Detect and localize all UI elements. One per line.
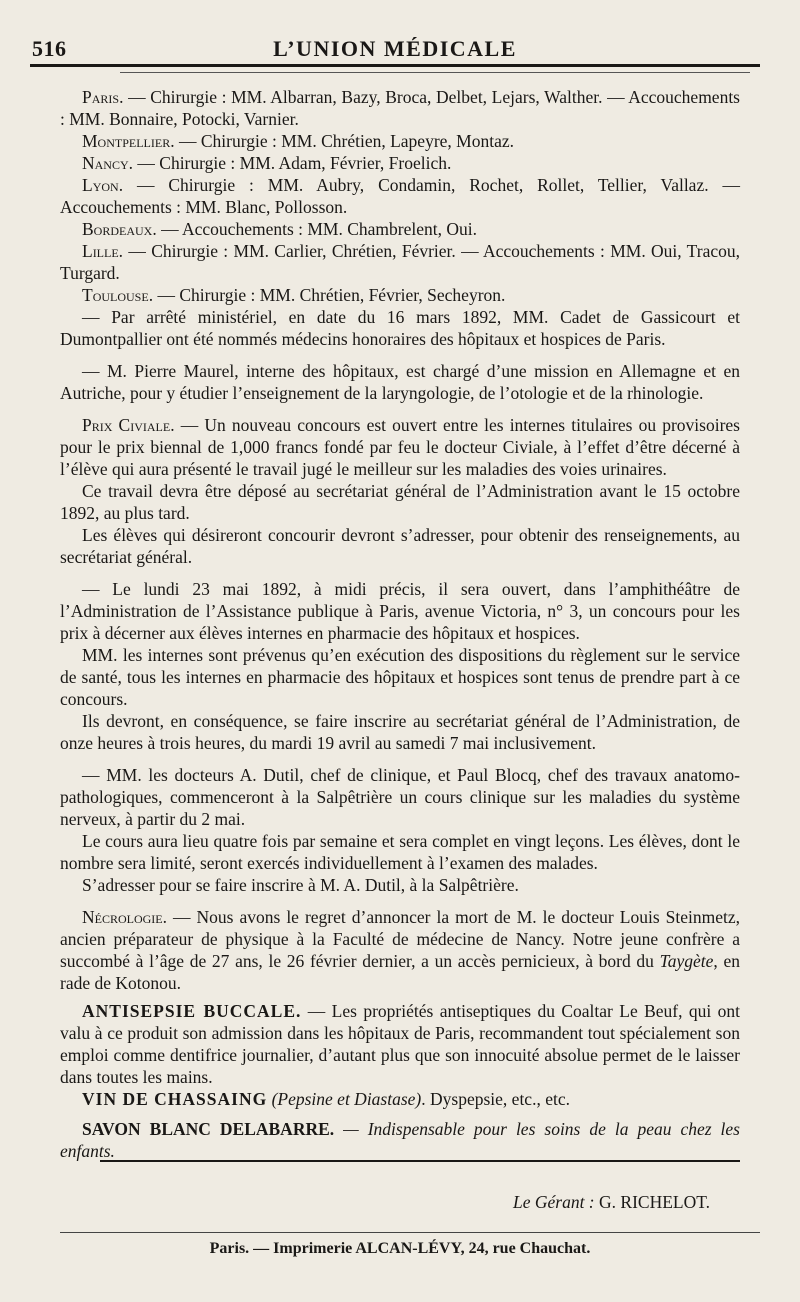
- paragraph-lille: Lille. — Chirurgie : MM. Carlier, Chrétien, Février. — Accouchements : MM. Oui, Tracou, Turgard.: [60, 241, 740, 283]
- paragraph-bordeaux: Bordeaux. — Accouchements : MM. Chambrelent, Oui.: [82, 219, 478, 239]
- paragraph-toulouse: Toulouse. — Chirurgie : MM. Chrétien, Février, Secheyron.: [82, 285, 506, 305]
- paragraph-prix-civiale: Prix Civiale. — Un nouveau concours est ouvert entre les internes titulaires ou provisoires pour le prix biennal de 1,000 francs fondé par feu le docteur Civiale, à l’effet d’être décerné à l’élève qui aura présenté le travail jugé le meilleur sur les maladies des voies urinaires.: [60, 415, 740, 479]
- advert-antisepsie-buccale: ANTISEPSIE BUCCALE. — Les propriétés antiseptiques du Coaltar Le Beuf, qui ont valu à ce produit son admission dans les hôpitaux de Paris, recommandent tout spécialement son emploi comme dentifrice journalier, d’autant plus que son innocuité absolue permet de le laisser dans toutes les mains.: [60, 1001, 740, 1087]
- paragraph-maurel: — M. Pierre Maurel, interne des hôpitaux, est chargé d’une mission en Allemagne et en Autriche, pour y étudier l’enseignement de la laryngologie, de l’otologie et de la rhinologie.: [60, 361, 740, 403]
- paragraph-dutil-course: Le cours aura lieu quatre fois par semaine et sera complet en vingt leçons. Les élèves, dont le nombre sera limité, seront exercés individuellement à l’examen des malades.: [60, 831, 740, 873]
- footer-rule: [100, 1160, 740, 1162]
- paragraph-paris: Paris. — Chirurgie : MM. Albarran, Bazy, Broca, Delbet, Lejars, Walther. — Accouchements : MM. Bonnaire, Potocki, Varnier.: [60, 87, 740, 129]
- paragraph-montpellier: Montpellier. — Chirurgie : MM. Chrétien, Lapeyre, Montaz.: [82, 131, 514, 151]
- paragraph-concours-register: Ils devront, en conséquence, se faire inscrire au secrétariat général de l’Administration, de onze heures à trois heures, du mardi 19 avril au samedi 7 mai inclusivement.: [60, 711, 740, 753]
- paragraph-concours: — Le lundi 23 mai 1892, à midi précis, il sera ouvert, dans l’amphithéâtre de l’Administration de l’Assistance publique à Paris, avenue Victoria, n° 3, un concours pour les prix à décerner aux élèves internes en pharmacie des hôpitaux et hospices.: [60, 579, 740, 643]
- page-number: 516: [32, 36, 67, 61]
- paragraph-civiale-contact: Les élèves qui désireront concourir devront s’adresser, pour obtenir des renseignements, au secrétariat général.: [60, 525, 740, 567]
- printer-imprint: Paris. — Imprimerie ALCAN-LÉVY, 24, rue Chauchat.: [209, 1240, 591, 1257]
- advert-savon-delabarre: SAVON BLANC DELABARRE. — Indispensable pour les soins de la peau chez les enfants.: [60, 1119, 740, 1161]
- main-text: [60, 86, 740, 1162]
- paragraph-arrete: — Par arrêté ministériel, en date du 16 mars 1892, MM. Cadet de Gassicourt et Dumontpallier ont été nommés médecins honoraires des hôpitaux et hospices de Paris.: [60, 307, 740, 349]
- paragraph-civiale-deposit: Ce travail devra être déposé au secrétariat général de l’Administration avant le 15 octobre 1892, au plus tard.: [60, 481, 740, 523]
- advert-vin-chassaing: VIN DE CHASSAING (Pepsine et Diastase). Dyspepsie, etc., etc.: [82, 1089, 570, 1109]
- journal-title: L’UNION MÉDICALE: [273, 36, 517, 61]
- imprint-rule: [60, 1232, 760, 1233]
- paragraph-lyon: Lyon. — Chirurgie : MM. Aubry, Condamin, Rochet, Rollet, Tellier, Vallaz. — Accouchements : MM. Blanc, Pollosson.: [60, 175, 740, 217]
- page-header: [30, 28, 760, 64]
- paragraph-nancy: Nancy. — Chirurgie : MM. Adam, Février, Froelich.: [82, 153, 452, 173]
- paragraph-dutil: — MM. les docteurs A. Dutil, chef de clinique, et Paul Blocq, chef des travaux anatomo-pathologiques, commenceront à la Salpêtrière un cours clinique sur les maladies du système nerveux, à partir du 2 mai.: [60, 765, 740, 829]
- paragraph-dutil-register: S’adresser pour se faire inscrire à M. A. Dutil, à la Salpêtrière.: [82, 875, 519, 895]
- paragraph-necrologie: Nécrologie. — Nous avons le regret d’annoncer la mort de M. le docteur Louis Steinmetz, ancien préparateur de physique à la Faculté de médecine de Nancy. Notre jeune confrère a succombé à l’âge de 27 ans, le 26 février dernier, a un accès pernicieux, à bord du Taygète, en rade de Kotonou.: [60, 907, 740, 993]
- header-rule: [30, 64, 760, 67]
- paragraph-concours-warning: MM. les internes sont prévenus qu’en exécution des dispositions du règlement sur le service de santé, tous les internes en pharmacie des hôpitaux et hospices sont tenus de prendre part à ce concours.: [60, 645, 740, 709]
- gerant-signature: Le Gérant : G. RICHELOT.: [512, 1192, 710, 1212]
- header-rule-thin: [120, 72, 750, 73]
